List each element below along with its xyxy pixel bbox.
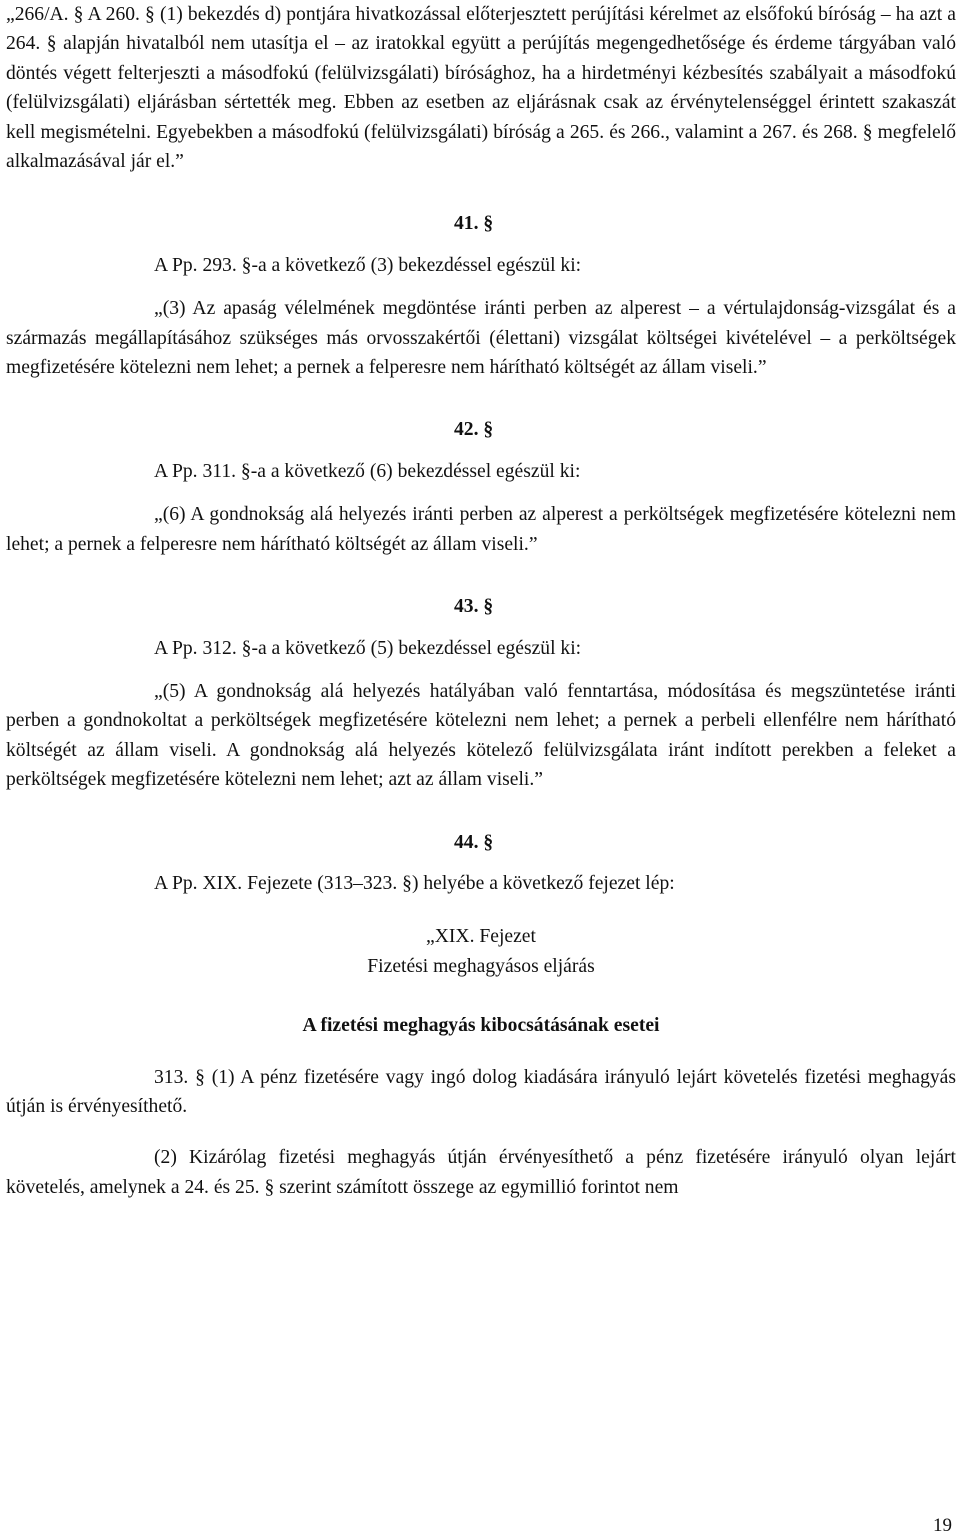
section-intro-43: A Pp. 312. §-a a következő (5) bekezdéssel egészül ki: bbox=[154, 637, 582, 659]
chapter-number: „XIX. Fejezet bbox=[426, 926, 536, 948]
section-text-43: „(5) A gondnokság alá helyezés hatályában való fenntartása, módosítása és megszüntetése iránti perben a gondnokoltat a perköltségek megfizetésére kötelezni nem lehet; a pernek a perbeli ellenfélre nem hárítható költségét az állam viseli. A gondnokság alá helyezés kötelező felülvizsgálata iránt indított perekben a feleket a perköltségek megfizetésére kötelezni nem lehet; azt az állam viseli.” bbox=[6, 680, 956, 791]
section-text-42: „(6) A gondnokság alá helyezés iránti perben az alperest a perköltségek megfizetésére kötelezni nem lehet; a pernek a felperesre nem hárítható költségét az állam viseli.” bbox=[6, 504, 956, 555]
paragraph-266a: „266/A. § A 260. § (1) bekezdés d) pontjára hivatkozással előterjesztett perújítási kérelmet az elsőfokú bíróság – ha azt a 264. § alapján hivatalból nem utasítja el – az iratokkal együtt a perújítás megengedhetősége és érdeme tárgyában való döntés végett felterjeszti a másodfokú (felülvizsgálati) bírósághoz, ha a hirdetményi kézbesítés szabályait a másodfokú (felülvizsgálati) eljárásban sértették meg. Ebben az esetben az eljárásnak csak az érvénytelenséggel érintett szakaszát kell megismételni. Egyebekben a másodfokú (felülvizsgálati) bíróság a 265. és 266., valamint a 267. és 268. § megfelelő alkalmazásával jár el.” bbox=[6, 4, 956, 173]
section-intro-41: A Pp. 293. §-a a következő (3) bekezdéssel egészül ki: bbox=[154, 254, 582, 276]
section-intro-44: A Pp. XIX. Fejezete (313–323. §) helyébe a következő fejezet lép: bbox=[154, 872, 675, 894]
subheading: A fizetési meghagyás kibocsátásának esetei bbox=[302, 1015, 660, 1037]
section-313-paragraph-2: (2) Kizárólag fizetési meghagyás útján érvényesíthető a pénz fizetésére irányuló olyan lejárt követelés, amelynek a 24. és 25. § szerint számított összege az egymillió forintot nem bbox=[6, 1147, 956, 1198]
section-heading-44: 44. § bbox=[454, 831, 494, 853]
section-heading-43: 43. § bbox=[454, 596, 494, 618]
section-text-41: „(3) Az apaság vélelmének megdöntése iránti perben az alperest – a vértulajdonság-vizsgálat és a származás megállapításához szükséges más orvosszakértői (élettani) vizsgálat költségei kivételével – a perköltségek megfizetésére kötelezni nem lehet; a pernek a felperesre nem hárítható költségét az állam viseli.” bbox=[6, 298, 956, 379]
document-page bbox=[6, 0, 956, 1202]
section-heading-41: 41. § bbox=[454, 213, 494, 235]
section-intro-42: A Pp. 311. §-a a következő (6) bekezdéssel egészül ki: bbox=[154, 460, 581, 482]
section-313-paragraph-1: 313. § (1) A pénz fizetésére vagy ingó dolog kiadására irányuló lejárt követelés fizetési meghagyás útján is érvényesíthető. bbox=[6, 1066, 956, 1117]
page-number: 19 bbox=[933, 1515, 952, 1536]
chapter-title: Fizetési meghagyásos eljárás bbox=[367, 955, 595, 977]
section-heading-42: 42. § bbox=[454, 419, 494, 441]
